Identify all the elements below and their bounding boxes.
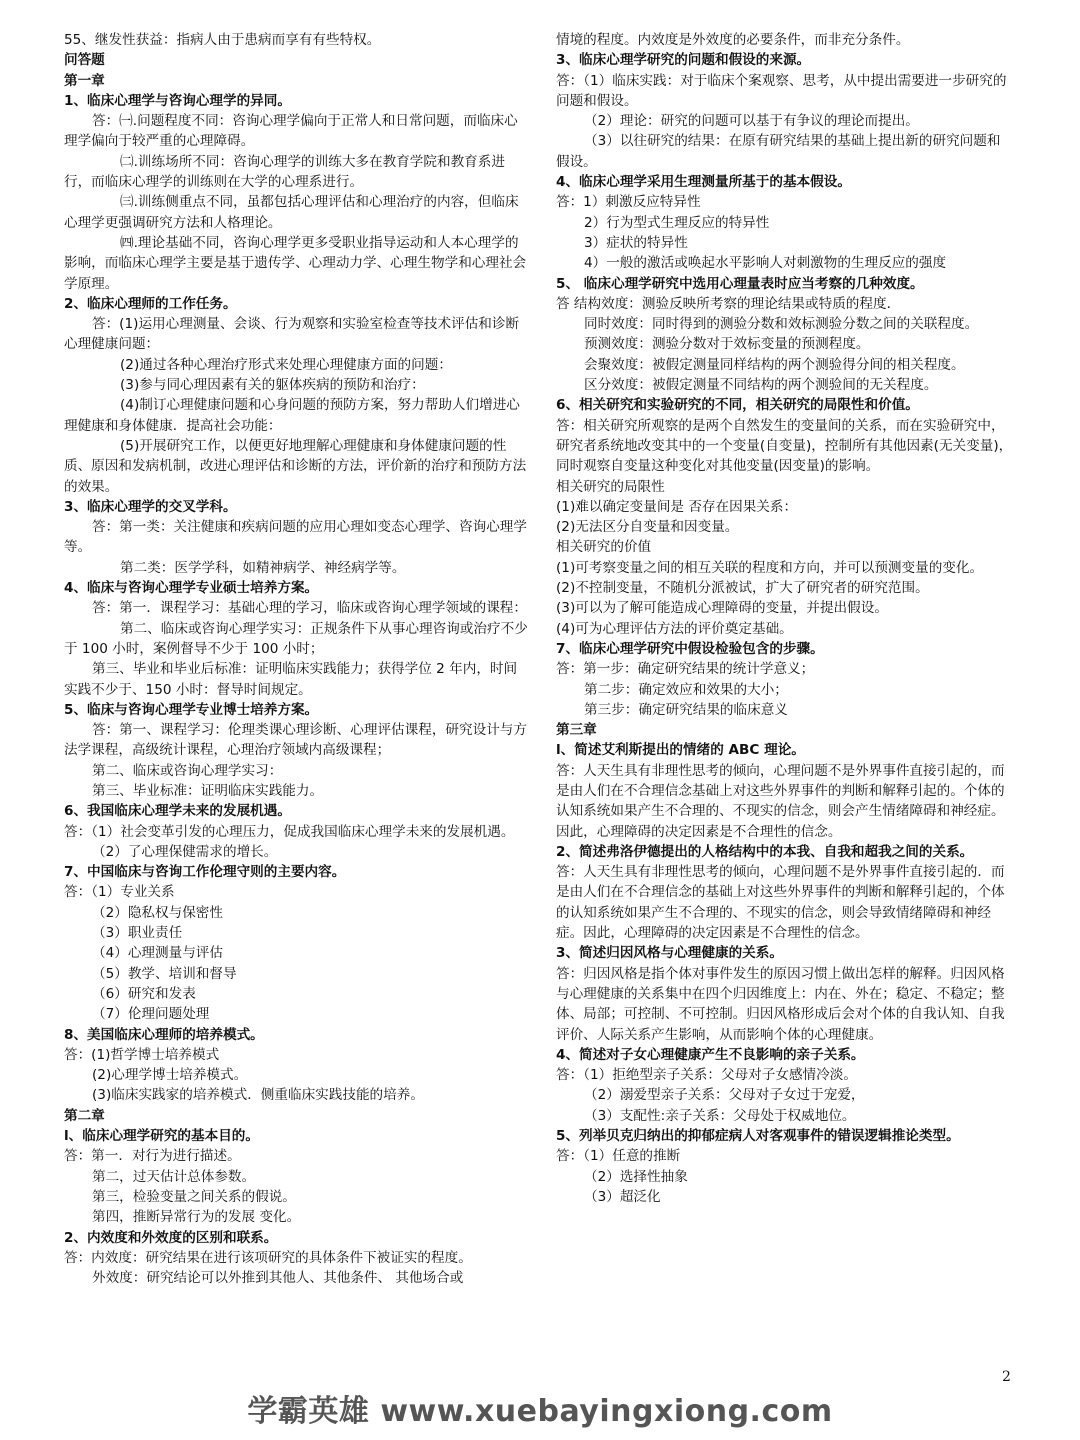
heading-line: 5、 临床心理学研究中选用心理量表时应当考察的几种效度。 (556, 275, 924, 292)
text-line: 会聚效度：被假定测量同样结构的两个测验得分间的相关程度。 (584, 356, 965, 373)
text-line: 答：(1)运用心理测量、会谈、行为观察和实验室检查等技术评估和诊断心理健康问题： (64, 316, 520, 353)
heading-line: 第三章 (556, 722, 597, 739)
text-line: 答：（1）临床实践：对于临床个案观察、思考，从中提出需要进一步研究的问题和假设。 (556, 72, 1007, 109)
text-line: ㈣.理论基础不同，咨询心理学更多受职业指导运动和人本心理学的影响，而临床心理学主要是基于遗传学、心理动力学、心理生物学和心理社会学原理。 (64, 234, 527, 292)
text-line: 答：㈠.问题程度不同：咨询心理学偏向于正常人和日常问题，而临床心理学偏向于较严重的心理障碍。 (64, 113, 518, 150)
text-line: 答：归因风格是指个体对事件发生的原因习惯上做出怎样的解释。归因风格与心理健康的关系集中在四个归因维度上：内在、外在；稳定、不稳定；整体、局部；可控制、不可控制。归因风格形成后会对个体的自我认知、自我评价、人际关系产生影响，从而影响个体的心理健康。 (556, 965, 1005, 1043)
heading-line: 4、简述对子女心理健康产生不良影响的亲子关系。 (556, 1046, 865, 1063)
text-line: 外效度：研究结论可以外推到其他人、其他条件、 其他场合或 (92, 1270, 464, 1287)
heading-line: 第一章 (64, 72, 105, 89)
text-line: 第三，检验变量之间关系的假说。 (92, 1188, 296, 1205)
text-line: (1)可考察变量之间的相互关联的程度和方向，并可以预测变量的变化。 (556, 559, 984, 576)
heading-line: 1、临床心理学与咨询心理学的异同。 (64, 92, 291, 109)
text-line: 预测效度：测验分数对于效标变量的预测程度。 (584, 336, 870, 353)
text-line: (1)难以确定变量间是 否存在因果关系： (556, 498, 798, 515)
text-line: 同时效度：同时得到的测验分数和效标测验分数之间的关联程度。 (584, 316, 979, 333)
text-line: （7）伦理问题处理 (92, 1006, 210, 1023)
text-line: 答：人天生具有非理性思考的倾向，心理问题不是外界事件直接引起的．而是由人们在不合理信念的基础上对这些外界事件的判断和解释引起的，个体的认知系统如果产生不合理的、不现实的信念，则会导致情绪障碍和神经症。因此，心理障碍的决定因素是不合理性的信念。 (556, 864, 1005, 942)
text-line: 答：（1）任意的推断 (556, 1148, 681, 1165)
footer-watermark[interactable]: 学霸英雄 www.xuebayingxiong.com (247, 1394, 833, 1429)
text-line: 第四，推断异常行为的发展 变化。 (92, 1209, 301, 1226)
heading-line: 2、简述弗洛伊德提出的人格结构中的本我、自我和超我之间的关系。 (556, 843, 974, 860)
text-line: （2）选择性抽象 (584, 1168, 688, 1185)
text-line: 答：第一、课程学习：伦理类课心理诊断、心理评估课程，研究设计与方法学课程，高级统计课程，心理治疗领域内高级课程； (64, 722, 527, 759)
text-line: 第二，过天估计总体参数。 (92, 1168, 256, 1185)
text-line: 第三步：确定研究结果的临床意义 (584, 701, 788, 718)
heading-line: 6、相关研究和实验研究的不同，相关研究的局限性和价值。 (556, 397, 919, 414)
text-line: 答：第一步：确定研究结果的统计学意义； (556, 661, 815, 678)
text-line: ㈡.训练场所不同：咨询心理学的训练大多在教育学院和教育系进行，而临床心理学的训练则在大学的心理系进行。 (64, 153, 505, 191)
text-line: （3）职业责任 (92, 925, 183, 942)
text-line: 情境的程度。内效度是外效度的必要条件，而非充分条件。 (556, 32, 910, 48)
heading-line: 2、内效度和外效度的区别和联系。 (64, 1229, 278, 1246)
heading-line: 4、临床心理学采用生理测量所基于的基本假设。 (556, 174, 851, 191)
heading-line: 7、临床心理学研究中假设检验包含的步骤。 (556, 640, 824, 657)
heading-line: 8、美国临床心理师的培养模式。 (64, 1026, 264, 1043)
text-line: 答：第一．课程学习：基础心理的学习，临床或咨询心理学领域的课程： (92, 600, 527, 617)
text-line: 答：相关研究所观察的是两个自然发生的变量间的关系，而在实验研究中，研究者系统地改变其中的一个变量(自变量)，控制所有其他因素(无关变量)，同时观察自变量这种变化对其他变量(因变量)的影响。 (556, 417, 1013, 475)
text-line: 答：(1)哲学博士培养模式 (64, 1046, 220, 1063)
heading-line: 7、中国临床与咨询工作伦理守则的主要内容。 (64, 864, 346, 881)
heading-line: 2、临床心理师的工作任务。 (64, 295, 237, 312)
text-line: （2）理论：研究的问题可以基于有争议的理论而提出。 (584, 113, 919, 130)
text-line: 区分效度：被假定测量不同结构的两个测验间的无关程度。 (584, 377, 938, 394)
text-line: (4)制订心理健康问题和心身问题的预防方案，努力帮助人们增进心理健康和身体健康．提高社会功能： (64, 397, 520, 434)
heading-line: 5、列举贝克归纳出的抑郁症病人对客观事件的错误逻辑推论类型。 (556, 1128, 960, 1145)
heading-line: 问答题 (64, 52, 105, 69)
text-line: （5）教学、培训和督导 (92, 965, 237, 982)
text-line: 答：（1）拒绝型亲子关系：父母对子女感情冷淡。 (556, 1067, 857, 1084)
heading-line: 6、我国临床心理学未来的发展机遇。 (64, 803, 291, 820)
text-line: 答：内效度：研究结果在进行该项研究的具体条件下被证实的程度。 (64, 1249, 472, 1266)
heading-line: 3、简述归因风格与心理健康的关系。 (556, 945, 783, 962)
text-line: 相关研究的价值 (556, 539, 652, 556)
right-column (556, 30, 1014, 1207)
left-column (64, 30, 530, 1288)
text-line: （3）以往研究的结果：在原有研究结果的基础上提出新的研究问题和假设。 (556, 133, 1001, 170)
page-number: 2 (1002, 1369, 1011, 1385)
text-line: 答 结构效度：测验反映所考察的理论结果或特质的程度． (556, 295, 901, 312)
text-line: 答：第一．对行为进行描述。 (64, 1148, 241, 1165)
text-line: (3)可以为了解可能造成心理障碍的变量，并提出假设。 (556, 600, 888, 617)
text-line: 答：第一类：关注健康和疾病问题的应用心理如变态心理学、咨询心理学等。 (64, 519, 527, 556)
text-line: (2)通过各种心理治疗形式来处理心理健康方面的问题： (120, 356, 452, 373)
heading-line: l、简述艾利斯提出的情绪的 ABC 理论。 (556, 742, 805, 759)
text-line: 第二、临床或咨询心理学实习：正规条件下从事心理咨询或治疗不少于 100 小时，案例督导不少于 100 小时； (64, 620, 528, 657)
text-line: (2)心理学博士培养模式。 (92, 1067, 248, 1084)
text-line: 4）一般的激活或唤起水平影响人对刺激物的生理反应的强度 (584, 255, 947, 272)
text-line: 2）行为型式生理反应的特异性 (584, 214, 770, 231)
text-line: 答：人天生具有非理性思考的倾向，心理问题不是外界事件直接引起的，而是由人们在不合理信念基础上对这些外界事件的判断和解释引起的。个体的认知系统如果产生不合理的、不现实的信念，则会产生情绪障碍和神经症。因此，心理障碍的决定因素是不合理性的信念。 (556, 762, 1005, 840)
text-line: 第二、临床或咨询心理学实习： (92, 762, 283, 779)
text-line: (2)无法区分自变量和因变量。 (556, 519, 739, 536)
heading-line: 5、临床与咨询心理学专业博士培养方案。 (64, 701, 319, 718)
text-line: (3)临床实践家的培养模式．侧重临床实践技能的培养。 (92, 1087, 424, 1104)
text-line: (3)参与同心理因素有关的躯体疾病的预防和治疗： (120, 377, 425, 394)
text-line: （3）超泛化 (584, 1188, 661, 1205)
text-line: （2）溺爱型亲子关系：父母对子女过于宠爱， (584, 1087, 865, 1104)
text-line: (2)不控制变量，不随机分派被试，扩大了研究者的研究范围。 (556, 580, 929, 597)
text-line: 答：1）刺激反应特异性 (556, 194, 701, 211)
text-line: 第三、毕业和毕业后标准：证明临床实践能力；获得学位 2 年内，时间实践不少于、150 小时：督导时间规定。 (64, 661, 518, 698)
text-line: 相关研究的局限性 (556, 478, 665, 495)
text-line: （3）支配性:亲子关系：父母处于权威地位。 (584, 1107, 856, 1124)
text-line: （4）心理测量与评估 (92, 945, 223, 962)
text-line: 第二类：医学学科，如精神病学、神经病学等。 (120, 559, 406, 576)
text-line: 第二步：确定效应和效果的大小； (584, 681, 788, 698)
text-line: (4)可为心理评估方法的评价奠定基础。 (556, 620, 793, 637)
text-line: 3）症状的特异性 (584, 234, 688, 251)
text-line: 第三、毕业标准：证明临床实践能力。 (92, 782, 324, 799)
text-line: 答：（1）社会变革引发的心理压力，促成我国临床心理学未来的发展机遇。 (64, 823, 515, 840)
heading-line: 4、临床与咨询心理学专业硕士培养方案。 (64, 580, 319, 597)
heading-line: 3、临床心理学研究的问题和假设的来源。 (556, 52, 811, 69)
text-line: 答：（1）专业关系 (64, 884, 175, 901)
text-line: (5)开展研究工作，以便更好地理解心理健康和身体健康问题的性质、原因和发病机制，改进心理评估和诊断的方法，评价新的治疗和预防方法的效果。 (64, 437, 527, 495)
text-line: （2）隐私权与保密性 (92, 904, 223, 921)
heading-line: l、临床心理学研究的基本目的。 (64, 1128, 259, 1145)
heading-line: 第二章 (64, 1107, 105, 1124)
text-line: （6）研究和发表 (92, 985, 196, 1002)
text-line: 55、继发性获益：指病人由于患病而享有有些特权。 (64, 32, 381, 48)
text-line: （2）了心理保健需求的增长。 (92, 843, 278, 860)
text-line: ㈢.训练侧重点不同，虽都包括心理评估和心理治疗的内容，但临床心理学更强调研究方法和人格理论。 (64, 194, 519, 231)
heading-line: 3、临床心理学的交叉学科。 (64, 498, 237, 515)
